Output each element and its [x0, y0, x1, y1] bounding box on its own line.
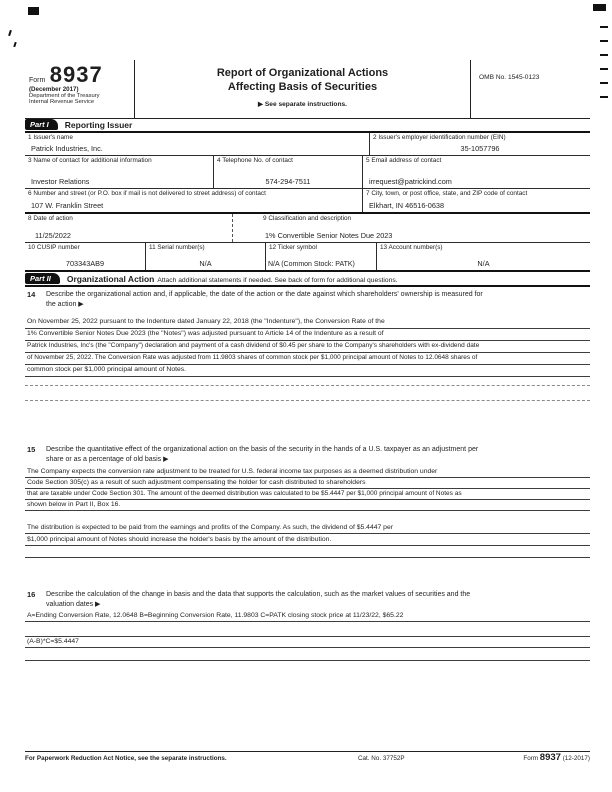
scan-artifact-top-left [28, 7, 39, 15]
q14-answer-line: On November 25, 2022 pursuant to the Indenture dated January 22, 2018 (the "Indenture"), the Conversion Rate of the [25, 317, 590, 329]
footer-form-id [478, 752, 590, 763]
scan-tick [600, 96, 608, 98]
field-label: 1 Issuer's name [28, 134, 73, 141]
field-city [363, 189, 590, 212]
row-issuer [25, 133, 590, 156]
q15-label [46, 445, 590, 465]
scan-tick [600, 68, 608, 70]
city-value: Elkhart, IN 46516-0638 [369, 201, 445, 210]
form-number: 8937 [49, 62, 103, 87]
footer-form-revision: (12-2017) [562, 755, 590, 762]
field-contact-email [363, 156, 590, 188]
q16-blank-line [25, 627, 590, 637]
form-word: Form [29, 77, 46, 84]
ein-value: 35-1057796 [460, 144, 500, 153]
contact-phone-value: 574-294-7511 [265, 177, 311, 186]
form-header [25, 60, 590, 119]
q15-blank-line [25, 547, 590, 558]
form-title-block [135, 60, 470, 118]
q15-answer-line: that are taxable under Code Section 301. The amount of the deemed distribution was calculated to be $5.4447 per $1,000 principal amount of Notes as [25, 489, 590, 500]
paperwork-notice: For Paperwork Reduction Act Notice, see the separate instructions. [25, 755, 227, 762]
serial-value: N/A [199, 259, 212, 268]
field-ticker [266, 243, 377, 270]
q15-answer-line: Code Section 305(c) as a result of such adjustment compensating the holder for cash distributed to shareholders [25, 478, 590, 489]
scan-artifact-mark [8, 30, 12, 36]
part1-bar [25, 121, 590, 133]
ticker-value: N/A (Common Stock: PATK) [268, 261, 355, 268]
q16-number: 16 [27, 590, 36, 599]
q16-label-line1: Describe the calculation of the change in basis and the data that supports the calculation, such as the market values of securities and the [46, 591, 471, 598]
field-label: 13 Account number(s) [380, 244, 443, 251]
omb-number: OMB No. 1545-0123 [479, 74, 540, 81]
scan-tick [600, 82, 608, 84]
row-action [25, 214, 590, 243]
field-serial [146, 243, 266, 270]
q14-blank-line [25, 391, 590, 401]
form-revision: (December 2017) [29, 86, 79, 93]
contact-name-value: Investor Relations [31, 177, 90, 186]
street-value: 107 W. Franklin Street [31, 201, 104, 210]
scan-artifact-top-right [593, 4, 606, 11]
part2-title: Organizational Action [66, 274, 155, 284]
field-label: 11 Serial number(s) [149, 244, 205, 251]
field-label: 6 Number and street (or P.O. box if mail is not delivered to street address) of contact [28, 190, 266, 197]
field-label: 3 Name of contact for additional information [28, 157, 152, 164]
treasury-dept: Department of the Treasury [29, 93, 100, 99]
part2-bar [25, 274, 590, 287]
field-date-of-action [25, 214, 233, 242]
q15-answer-line: shown below in Part II, Box 16. [25, 500, 590, 511]
part1-title: Reporting Issuer [64, 120, 133, 130]
field-issuer-name [25, 133, 370, 155]
q15-number: 15 [27, 445, 36, 454]
field-label: 8 Date of action [28, 215, 73, 222]
q16-answer-line: A=Ending Conversion Rate, 12.0648 B=Beginning Conversion Rate, 11.9803 C=PATK closing stock price at 11/23/22, $65.22 [25, 611, 590, 622]
field-account [377, 243, 590, 270]
issuer-name-value: Patrick Industries, Inc. [31, 144, 103, 153]
q14-label-line2: the action ▶ [46, 301, 84, 309]
field-label: 7 City, town, or post office, state, and ZIP code of contact [366, 190, 528, 197]
field-contact-phone [214, 156, 363, 188]
field-classification [233, 214, 590, 242]
q16-answer-line: (A-B)*C=$5.4447 [25, 637, 590, 648]
scan-artifact-mark [13, 42, 16, 47]
q14-number: 14 [27, 290, 36, 299]
q14-answer-line: 1% Convertible Senior Notes Due 2023 (the "Notes") was adjusted pursuant to Article 14 of the Indenture as a result of [25, 329, 590, 341]
field-label: 12 Ticker symbol [269, 244, 317, 251]
see-instructions: ▶ See separate instructions. [258, 100, 347, 108]
q15-answer-line: The distribution is expected to be paid from the earnings and profits of the Company. As such, the dividend of $5.4447 per [25, 523, 590, 534]
field-label: 5 Email address of contact [366, 157, 442, 164]
cusip-value: 703343AB9 [65, 259, 105, 268]
q14-answer-line: Patrick Industries, Inc's (the "Company") declaration and payment of a cash dividend of $0.45 per share to the Company's shareholders with ex-dividend date [25, 341, 590, 353]
irs-agency: Internal Revenue Service [29, 99, 95, 105]
q14-label-line1: Describe the organizational action and, if applicable, the date of the action or the date against which shareholders' ownership is measured for [46, 291, 483, 298]
field-street [25, 189, 363, 212]
footer-form-number: 8937 [539, 752, 561, 763]
field-cusip [25, 243, 146, 270]
field-label: 9 Classification and description [263, 215, 352, 222]
classification-value: 1% Convertible Senior Notes Due 2023 [265, 231, 393, 240]
field-contact-name [25, 156, 214, 188]
part1-label: Part I [25, 119, 58, 130]
scan-tick [600, 26, 608, 28]
q16-blank-line [25, 651, 590, 661]
q15-label-line2: share or as a percentage of old basis ▶ [46, 456, 169, 464]
q14-answer-line: common stock per $1,000 principal amount of Notes. [25, 365, 590, 377]
field-ein [370, 133, 590, 155]
q15-label-line1: Describe the quantitative effect of the organizational action on the basis of the security in the hands of a U.S. taxpayer as an adjustment per [46, 446, 479, 453]
field-label: 2 Issuer's employer identification number (EIN) [373, 134, 506, 141]
part2-subtitle: Attach additional statements if needed. See back of form for additional questions. [157, 277, 398, 284]
form-title-line2: Affecting Basis of Securities [227, 80, 378, 93]
q15-answer-line: The Company expects the conversion rate adjustment to be treated for U.S. federal income tax purposes as a deemed distribution under [25, 467, 590, 478]
q16-label [46, 590, 590, 610]
form-id-block [25, 60, 135, 118]
scan-tick [600, 54, 608, 56]
q14-label [46, 290, 590, 310]
row-contact [25, 156, 590, 189]
part2-label: Part II [25, 273, 60, 284]
form-title-line1: Report of Organizational Actions [216, 67, 389, 79]
date-of-action-value: 11/25/2022 [35, 231, 71, 240]
contact-email-value: irrequest@patrickind.com [369, 177, 452, 186]
row-address [25, 189, 590, 214]
q14-blank-line [25, 376, 590, 386]
field-label: 4 Telephone No. of contact [217, 157, 293, 164]
scan-tick [600, 40, 608, 42]
field-label: 10 CUSIP number [28, 244, 80, 251]
catalog-number: Cat. No. 37752P [358, 755, 405, 762]
q16-label-line2: valuation dates ▶ [46, 601, 101, 609]
row-identifiers [25, 243, 590, 272]
footer-form-word: Form [523, 755, 539, 762]
omb-block [470, 60, 590, 118]
account-value: N/A [477, 259, 490, 268]
q15-answer-line: $1,000 principal amount of Notes should increase the holder's basis by the amount of the distribution. [25, 535, 590, 546]
q14-answer-line: of November 25, 2022. The Conversion Rate was adjusted from 11.9803 shares of common stock per $1,000 principal amount of Notes to 12.0648 shares of [25, 353, 590, 365]
